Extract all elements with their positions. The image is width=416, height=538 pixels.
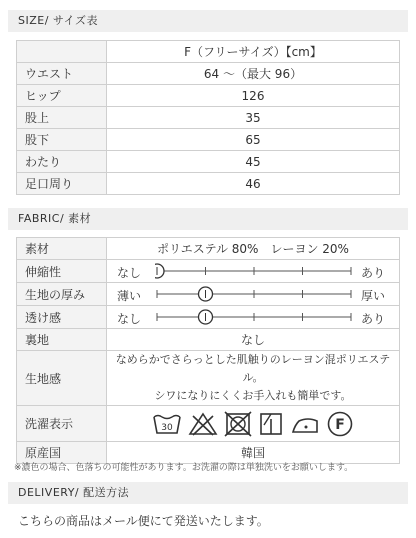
table-row [17, 238, 400, 260]
header-label-cell [17, 41, 107, 63]
thickness-label: 生地の厚み [17, 283, 107, 306]
table-row [17, 173, 400, 195]
material-value: ポリエステル 80% レーヨン 20% [107, 238, 400, 260]
table-row [17, 63, 400, 85]
material-label: 素材 [17, 238, 107, 260]
care-note: ※濃色の場合、色落ちの可能性があります。お洗濯の際は単独洗いをお願いします。 [14, 463, 354, 473]
table-row [17, 406, 400, 442]
care-label: 洗濯表示 [17, 406, 107, 442]
texture-line: シワになりにくくお手入れも簡単です。 [154, 389, 352, 402]
table-row [17, 260, 400, 283]
table-row [17, 283, 400, 306]
stretch-label: 伸縮性 [17, 260, 107, 283]
row-value: 35 [107, 107, 400, 129]
delivery-section-heading: DELIVERY/ 配送方法 [8, 482, 408, 504]
row-label: ヒップ [17, 85, 107, 107]
row-value: 64 〜（最大 96） [107, 63, 400, 85]
no-tumble-dry-icon [224, 411, 252, 437]
table-row [17, 41, 400, 63]
dry-clean-letter: F [335, 416, 345, 433]
fabric-section-heading: FABRIC/ 素材 [8, 208, 408, 230]
size-table [16, 40, 400, 195]
care-icons-cell [107, 406, 400, 442]
table-row [17, 107, 400, 129]
row-value: 46 [107, 173, 400, 195]
size-header: F（フリーサイズ）【cm】 [107, 41, 400, 63]
table-row [17, 351, 400, 406]
row-value: 126 [107, 85, 400, 107]
scale-left-label: なし [117, 312, 142, 326]
dry-clean-f-icon [326, 410, 354, 438]
scale-right-label: あり [360, 266, 385, 280]
table-row [17, 129, 400, 151]
table-row [17, 329, 400, 351]
wash-temp: 30 [161, 422, 173, 433]
scale [107, 260, 399, 282]
no-bleach-icon [188, 411, 218, 437]
texture-value [107, 351, 400, 406]
row-label: わたり [17, 151, 107, 173]
sheerness-label: 透け感 [17, 306, 107, 329]
scale-marker [155, 264, 164, 278]
scale-track [155, 260, 355, 282]
origin-label: 原産国 [17, 442, 107, 464]
row-label: 股上 [17, 107, 107, 129]
line-dry-icon [258, 411, 284, 437]
row-label: 足口周り [17, 173, 107, 195]
row-value: 45 [107, 151, 400, 173]
origin-value: 韓国 [107, 442, 400, 464]
wash-30-icon [152, 411, 182, 437]
scale-right-label: あり [360, 312, 385, 326]
scale [107, 306, 399, 328]
row-value: 65 [107, 129, 400, 151]
scale-left-label: 薄い [117, 289, 142, 303]
scale [107, 283, 399, 305]
scale-right-label: 厚い [360, 289, 385, 303]
iron-low-icon [290, 411, 320, 437]
row-label: ウエスト [17, 63, 107, 85]
scale-track [155, 306, 355, 328]
table-row [17, 151, 400, 173]
lining-value: なし [107, 329, 400, 351]
table-row [17, 85, 400, 107]
texture-line: なめらかでさらっとした肌触りのレーヨン混ポリエステル。 [115, 353, 391, 384]
size-section-heading: SIZE/ サイズ表 [8, 10, 408, 32]
lining-label: 裏地 [17, 329, 107, 351]
delivery-text: こちらの商品はメール便にて発送いたします。 [18, 514, 269, 528]
scale-left-label: なし [117, 266, 142, 280]
scale-track [155, 283, 355, 305]
texture-label: 生地感 [17, 351, 107, 406]
table-row [17, 306, 400, 329]
fabric-table [16, 237, 400, 464]
row-label: 股下 [17, 129, 107, 151]
